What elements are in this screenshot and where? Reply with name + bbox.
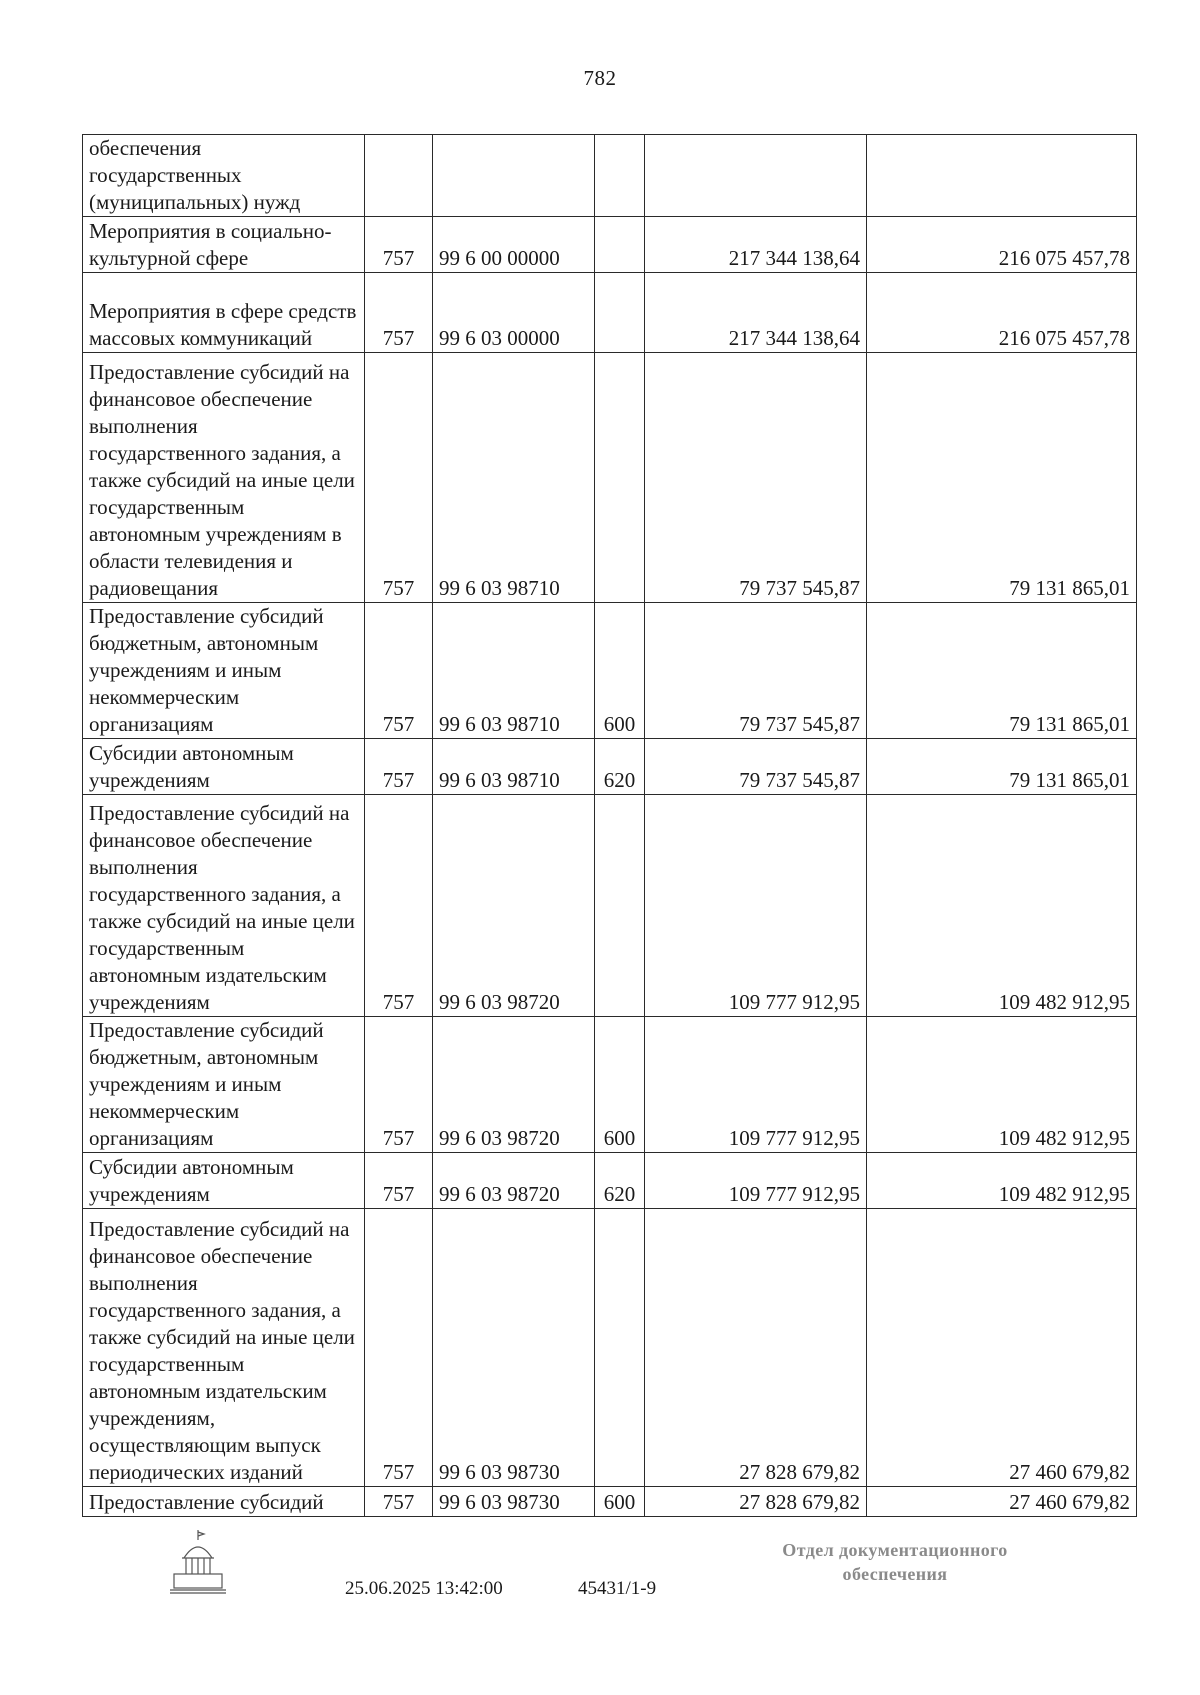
ministry-code-cell: 757 <box>365 1153 433 1209</box>
row-name-cell: Предоставление субсидий на финансовое обеспечение выполнения государственного задания, а также субсидий на иные цели государственным автономным издательским учреждениям <box>83 795 365 1017</box>
expense-kind-cell: 600 <box>595 603 645 739</box>
table-row <box>83 1017 1137 1153</box>
row-name-cell: Предоставление субсидий <box>83 1487 365 1517</box>
target-code-cell: 99 6 03 00000 <box>433 273 595 353</box>
table-row <box>83 1487 1137 1517</box>
table-row <box>83 353 1137 603</box>
expense-kind-cell: 620 <box>595 1153 645 1209</box>
table-row <box>83 603 1137 739</box>
amount-first-year-cell: 79 737 545,87 <box>645 603 867 739</box>
table-row <box>83 273 1137 353</box>
stamp-line-department: Отдел документационного <box>782 1540 1008 1560</box>
ministry-code-cell: 757 <box>365 1487 433 1517</box>
target-code-cell <box>433 135 595 217</box>
department-stamp <box>735 1538 1055 1586</box>
ministry-code-cell: 757 <box>365 217 433 273</box>
amount-first-year-cell: 109 777 912,95 <box>645 795 867 1017</box>
expense-kind-cell <box>595 795 645 1017</box>
amount-first-year-cell: 109 777 912,95 <box>645 1153 867 1209</box>
ministry-code-cell: 757 <box>365 739 433 795</box>
ministry-code-cell: 757 <box>365 1017 433 1153</box>
amount-first-year-cell: 109 777 912,95 <box>645 1017 867 1153</box>
amount-second-year-cell: 27 460 679,82 <box>867 1487 1137 1517</box>
target-code-cell: 99 6 03 98710 <box>433 603 595 739</box>
table-row <box>83 217 1137 273</box>
target-code-cell: 99 6 03 98730 <box>433 1487 595 1517</box>
expense-kind-cell: 600 <box>595 1017 645 1153</box>
parliament-building-logo-icon <box>168 1528 228 1596</box>
target-code-cell: 99 6 00 00000 <box>433 217 595 273</box>
table-row <box>83 1209 1137 1487</box>
row-name-cell: Предоставление субсидий бюджетным, автономным учреждениям и иным некоммерческим организациям <box>83 1017 365 1153</box>
expense-kind-cell <box>595 273 645 353</box>
table-row <box>83 135 1137 217</box>
expense-kind-cell <box>595 353 645 603</box>
amount-second-year-cell: 109 482 912,95 <box>867 1017 1137 1153</box>
budget-table <box>82 134 1137 1517</box>
stamp-line-support: обеспечения <box>842 1564 948 1584</box>
ministry-code-cell <box>365 135 433 217</box>
ministry-code-cell: 757 <box>365 603 433 739</box>
ministry-code-cell: 757 <box>365 273 433 353</box>
expense-kind-cell <box>595 135 645 217</box>
row-name-cell: Предоставление субсидий на финансовое обеспечение выполнения государственного задания, а также субсидий на иные цели государственным автономным издательским учреждениям, осуществляющим выпуск периодических изданий <box>83 1209 365 1487</box>
amount-second-year-cell: 216 075 457,78 <box>867 217 1137 273</box>
table-row <box>83 795 1137 1017</box>
amount-second-year-cell: 79 131 865,01 <box>867 739 1137 795</box>
expense-kind-cell <box>595 217 645 273</box>
table-row <box>83 1153 1137 1209</box>
expense-kind-cell <box>595 1209 645 1487</box>
target-code-cell: 99 6 03 98710 <box>433 353 595 603</box>
row-name-cell: Субсидии автономным учреждениям <box>83 1153 365 1209</box>
row-name-cell: Мероприятия в социально-культурной сфере <box>83 217 365 273</box>
expense-kind-cell: 600 <box>595 1487 645 1517</box>
amount-first-year-cell: 217 344 138,64 <box>645 273 867 353</box>
amount-first-year-cell: 27 828 679,82 <box>645 1209 867 1487</box>
amount-second-year-cell: 79 131 865,01 <box>867 353 1137 603</box>
amount-second-year-cell <box>867 135 1137 217</box>
row-name-cell: Предоставление субсидий на финансовое обеспечение выполнения государственного задания, а также субсидий на иные цели государственным автономным учреждениям в области телевидения и радиовещания <box>83 353 365 603</box>
row-name-cell: Предоставление субсидий бюджетным, автономным учреждениям и иным некоммерческим организациям <box>83 603 365 739</box>
expense-kind-cell: 620 <box>595 739 645 795</box>
row-name-cell: Субсидии автономным учреждениям <box>83 739 365 795</box>
ministry-code-cell: 757 <box>365 1209 433 1487</box>
amount-first-year-cell: 217 344 138,64 <box>645 217 867 273</box>
page-number: 782 <box>583 66 617 90</box>
amount-second-year-cell: 79 131 865,01 <box>867 603 1137 739</box>
amount-second-year-cell: 109 482 912,95 <box>867 795 1137 1017</box>
table-row <box>83 739 1137 795</box>
amount-second-year-cell: 27 460 679,82 <box>867 1209 1137 1487</box>
ministry-code-cell: 757 <box>365 353 433 603</box>
target-code-cell: 99 6 03 98720 <box>433 1153 595 1209</box>
ministry-code-cell: 757 <box>365 795 433 1017</box>
target-code-cell: 99 6 03 98710 <box>433 739 595 795</box>
row-name-cell: Мероприятия в сфере средств массовых коммуникаций <box>83 273 365 353</box>
registration-number: 45431/1-9 <box>578 1578 657 1599</box>
amount-first-year-cell: 79 737 545,87 <box>645 739 867 795</box>
amount-first-year-cell: 27 828 679,82 <box>645 1487 867 1517</box>
amount-first-year-cell <box>645 135 867 217</box>
target-code-cell: 99 6 03 98720 <box>433 1017 595 1153</box>
row-name-cell: обеспечения государственных (муниципальных) нужд <box>83 135 365 217</box>
amount-second-year-cell: 216 075 457,78 <box>867 273 1137 353</box>
target-code-cell: 99 6 03 98730 <box>433 1209 595 1487</box>
document-timestamp: 25.06.2025 13:42:00 <box>345 1578 503 1599</box>
amount-first-year-cell: 79 737 545,87 <box>645 353 867 603</box>
target-code-cell: 99 6 03 98720 <box>433 795 595 1017</box>
amount-second-year-cell: 109 482 912,95 <box>867 1153 1137 1209</box>
